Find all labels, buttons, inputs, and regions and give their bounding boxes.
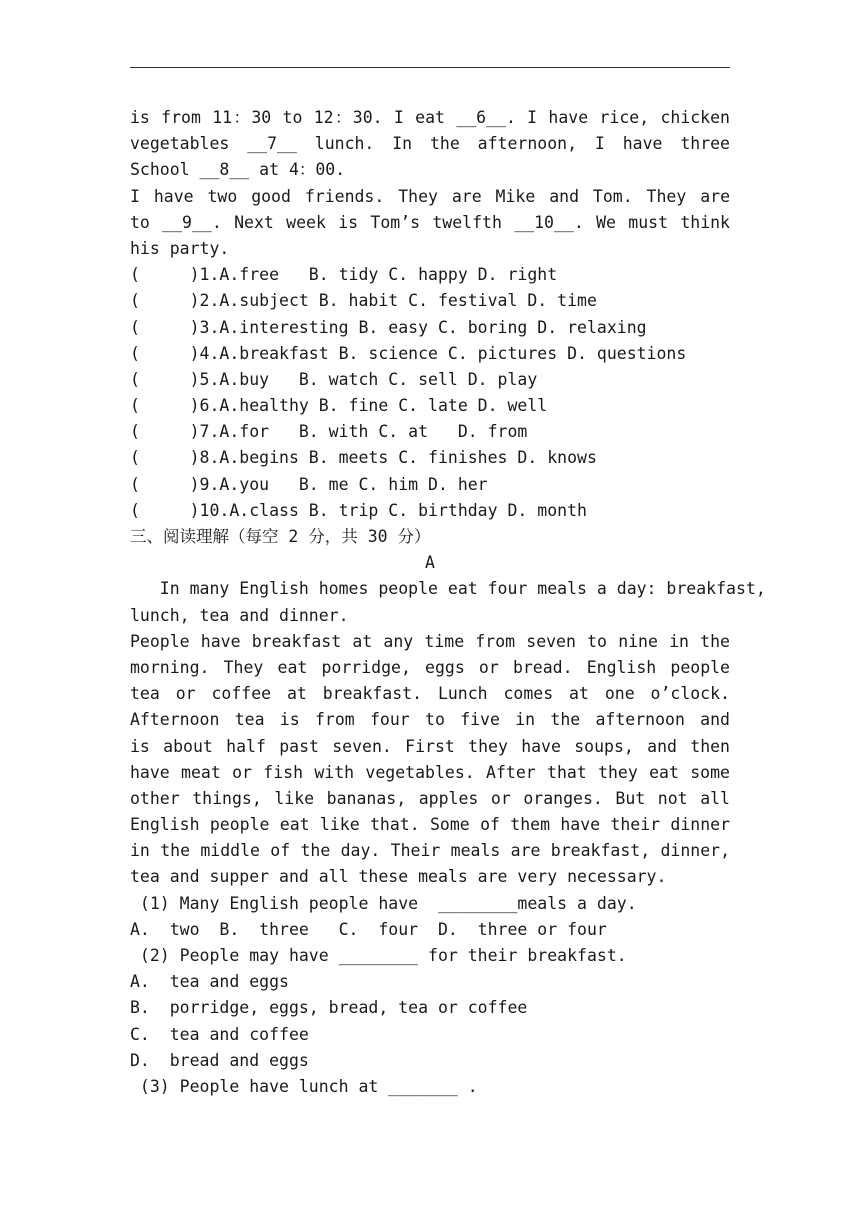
reading-line: People have breakfast at any time from seven to nine in the xyxy=(130,631,730,651)
reading-label: A xyxy=(425,553,435,573)
reading-line: lunch, tea and dinner. xyxy=(130,605,349,625)
reading-line: morning. They eat porridge, eggs or bread. English people xyxy=(130,657,730,677)
passage-line: I have two good friends. They are Mike and Tom. They are xyxy=(130,186,730,206)
reading-line: in the middle of the day. Their meals are breakfast, dinner, xyxy=(130,841,730,861)
question-3: (3) People have lunch at _______ . xyxy=(130,1076,478,1096)
reading-line: tea or coffee at breakfast. Lunch comes at one o’clock. xyxy=(130,684,730,704)
passage-line: School __8__ at 4：00. xyxy=(130,160,346,180)
option-line: ( )6.A.healthy B. fine C. late D. well xyxy=(130,396,548,416)
option-line: ( )3.A.interesting B. easy C. boring D. relaxing xyxy=(130,317,647,337)
reading-line: have meat or fish with vegetables. After that they eat some xyxy=(130,762,730,782)
passage-line: is from 11：30 to 12：30. I eat __6__. I have rice, chicken xyxy=(130,108,730,127)
option-line: ( )10.A.class B. trip C. birthday D. month xyxy=(130,500,587,520)
option-line: ( )8.A.begins B. meets C. finishes D. knows xyxy=(130,448,597,468)
option-line: ( )9.A.you B. me C. him D. her xyxy=(130,474,488,494)
reading-line: Afternoon tea is from four to five in the afternoon and xyxy=(130,710,730,730)
option-line: ( )4.A.breakfast B. science C. pictures D. questions xyxy=(130,343,687,363)
option-line: ( )5.A.buy B. watch C. sell D. play xyxy=(130,369,538,389)
question-2-option-a: A. tea and eggs xyxy=(130,972,289,992)
option-line: ( )2.A.subject B. habit C. festival D. time xyxy=(130,291,597,311)
option-line: ( )7.A.for B. with C. at D. from xyxy=(130,422,528,442)
option-line: ( )1.A.free B. tidy C. happy D. right xyxy=(130,265,558,285)
reading-line: In many English homes people eat four meals a day: breakfast, xyxy=(130,579,766,599)
passage-line: to __9__. Next week is Tom’s twelfth __10__. We must think xyxy=(130,212,730,232)
question-2-option-c: C. tea and coffee xyxy=(130,1024,309,1044)
passage-line: vegetables __7__ lunch. In the afternoon, I have three xyxy=(130,134,730,154)
question-1: (1) Many English people have ________meals a day. xyxy=(130,893,637,913)
reading-line: is about half past seven. First they have soups, and then xyxy=(130,736,730,756)
question-1-options: A. two B. three C. four D. three or four xyxy=(130,919,607,939)
question-2-option-d: D. bread and eggs xyxy=(130,1050,309,1070)
reading-line: other things, like bananas, apples or oranges. But not all xyxy=(130,788,730,808)
reading-line: tea and supper and all these meals are very necessary. xyxy=(130,867,667,887)
section-heading: 三、阅读理解（每空 2 分，共 30 分） xyxy=(130,527,431,546)
document-body xyxy=(130,105,766,1100)
question-2-option-b: B. porridge, eggs, bread, tea or coffee xyxy=(130,998,528,1018)
header-rule xyxy=(130,67,730,68)
question-2: (2) People may have ________ for their breakfast. xyxy=(130,946,627,965)
passage-line: his party. xyxy=(130,238,230,258)
reading-line: English people eat like that. Some of them have their dinner xyxy=(130,815,730,835)
